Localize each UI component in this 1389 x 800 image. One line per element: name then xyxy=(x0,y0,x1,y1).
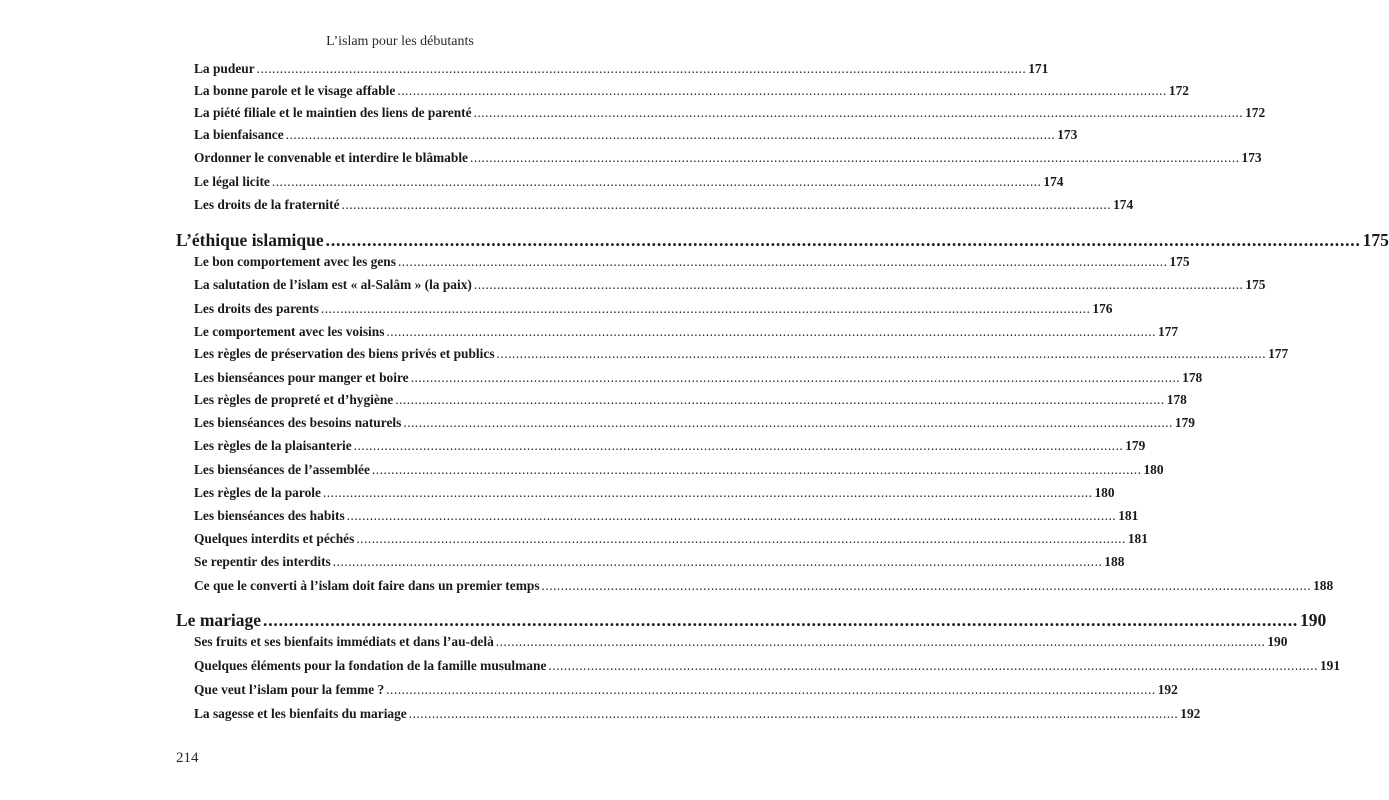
toc-entry xyxy=(194,195,1134,215)
toc-entry xyxy=(194,413,1195,433)
page-number: 214 xyxy=(176,750,199,766)
leader-dots: ........................................................................................................................................................................................................ xyxy=(397,254,1168,269)
toc-entry-page: 179 xyxy=(1125,438,1146,453)
leader-dots: ........................................................................................................................................................................................................ xyxy=(397,83,1167,98)
toc-entry-title: Ses fruits et ses bienfaits immédiats et dans l’au-delà xyxy=(194,634,494,649)
leader-dots: ........................................................................................................................................................................................................ xyxy=(395,392,1165,407)
toc-entry-page: 178 xyxy=(1166,392,1187,407)
toc-entry-page: 175 xyxy=(1245,277,1266,292)
toc-entry-page: 188 xyxy=(1104,554,1125,569)
toc-entry-title: Les règles de préservation des biens privés et publics xyxy=(194,346,495,361)
toc-entry-page: 191 xyxy=(1319,658,1341,673)
toc-entry-title: Les bienséances des besoins naturels xyxy=(194,415,402,430)
toc-entry xyxy=(194,390,1187,410)
leader-dots: ........................................................................................................................................................................................................ xyxy=(353,438,1124,453)
toc-entry xyxy=(194,81,1189,101)
toc-entry-title: Les règles de propreté et d’hygiène xyxy=(194,392,394,407)
toc-entry xyxy=(194,576,1334,596)
toc-entry-title: Les bienséances des habits xyxy=(194,508,345,523)
toc-entry-title: Quelques interdits et péchés xyxy=(194,531,355,546)
leader-dots: ........................................................................................................................................................................................................ xyxy=(541,578,1312,593)
toc-entry xyxy=(194,704,1201,724)
leader-dots: ........................................................................................................................................................................................................ xyxy=(386,682,1156,697)
toc-entry xyxy=(194,483,1115,503)
toc-entry xyxy=(194,460,1164,480)
leader-dots: ........................................................................................................................................................................................................ xyxy=(371,462,1142,477)
toc-entry-title: Les bienséances pour manger et boire xyxy=(194,370,409,385)
leader-dots: ........................................................................................................................................................................................................ xyxy=(271,174,1042,189)
toc-entry-page: 192 xyxy=(1180,706,1201,721)
leader-dots: ........................................................................................................................................................................................................ xyxy=(410,370,1181,385)
toc-entry xyxy=(194,436,1146,456)
toc-entry-title: Le comportement avec les voisins xyxy=(194,324,385,339)
toc-entry-title: Les bienséances de l’assemblée xyxy=(194,462,370,477)
toc-entry xyxy=(194,506,1139,526)
toc-entry-title: Les règles de la plaisanterie xyxy=(194,438,352,453)
toc-entry-title: Se repentir des interdits xyxy=(194,554,331,569)
toc-entry xyxy=(194,103,1266,123)
leader-dots: ........................................................................................................................................................................................................ xyxy=(495,634,1266,649)
toc-entry-title: Les droits de la fraternité xyxy=(194,197,340,212)
toc-entry-title: Le bon comportement avec les gens xyxy=(194,254,396,269)
toc-section-page: 190 xyxy=(1300,610,1327,630)
toc-section-title: Le mariage xyxy=(176,610,262,630)
toc-section-title: L’éthique islamique xyxy=(176,230,324,250)
toc-entry-page: 177 xyxy=(1157,324,1179,339)
toc-entry xyxy=(194,59,1049,79)
toc-entry xyxy=(194,299,1113,319)
toc-entry-title: Quelques éléments pour la fondation de la famille musulmane xyxy=(194,658,547,673)
toc-entry-title: Que veut l’islam pour la femme ? xyxy=(194,682,385,697)
leader-dots: ........................................................................................................................................................................................................ xyxy=(403,415,1173,430)
leader-dots: ........................................................................................................................................................................................................ xyxy=(341,197,1112,212)
toc-entry-page: 190 xyxy=(1267,634,1288,649)
leader-dots: ........................................................................................................................................................................................................ xyxy=(473,277,1244,292)
leader-dots: ........................................................................................................................................................................................................ xyxy=(356,531,1126,546)
toc-entry-title: La salutation de l’islam est « al-Salâm » (la paix) xyxy=(194,277,472,292)
toc-entry xyxy=(194,344,1289,364)
toc-entry-title: La bonne parole et le visage affable xyxy=(194,83,396,98)
toc-entry-page: 188 xyxy=(1313,578,1334,593)
toc-section-heading xyxy=(176,608,1327,632)
leader-dots: ........................................................................................................................................................................................................ xyxy=(548,658,1318,673)
toc-entry-title: La bienfaisance xyxy=(194,127,284,142)
toc-entry-title: La pudeur xyxy=(194,61,255,76)
toc-entry-title: Le légal licite xyxy=(194,174,270,189)
toc-entry xyxy=(194,275,1266,295)
toc-entry xyxy=(194,552,1125,572)
toc-entry-page: 172 xyxy=(1168,83,1189,98)
leader-dots: ........................................................................................................................................................................................................ xyxy=(332,554,1103,569)
toc-entry-page: 178 xyxy=(1182,370,1203,385)
toc-entry-page: 174 xyxy=(1043,174,1064,189)
toc-entry xyxy=(194,322,1179,342)
toc-entry-page: 180 xyxy=(1094,485,1115,500)
toc-entry-title: Ce que le converti à l’islam doit faire dans un premier temps xyxy=(194,578,540,593)
toc-entry-page: 171 xyxy=(1028,61,1049,76)
leader-dots: ........................................................................................................................................................................................................ xyxy=(320,301,1091,316)
toc-entry-title: La sagesse et les bienfaits du mariage xyxy=(194,706,407,721)
leader-dots: ........................................................................................................................................................................................................ xyxy=(473,105,1244,120)
toc-entry-page: 176 xyxy=(1092,301,1113,316)
toc-entry xyxy=(194,125,1078,145)
toc-entry-page: 173 xyxy=(1057,127,1078,142)
leader-dots: ........................................................................................................................................................................................................ xyxy=(325,230,1361,250)
toc-entry-page: 181 xyxy=(1118,508,1139,523)
toc-entry-page: 181 xyxy=(1127,531,1148,546)
toc-entry-page: 192 xyxy=(1157,682,1178,697)
toc-entry xyxy=(194,368,1203,388)
toc-entry-page: 172 xyxy=(1245,105,1266,120)
toc-entry xyxy=(194,680,1178,700)
toc-entry-page: 174 xyxy=(1113,197,1134,212)
toc-entry-page: 180 xyxy=(1143,462,1164,477)
leader-dots: ........................................................................................................................................................................................................ xyxy=(263,610,1299,630)
leader-dots: ........................................................................................................................................................................................................ xyxy=(496,346,1267,361)
running-header: L’islam pour les débutants xyxy=(326,34,474,49)
leader-dots: ........................................................................................................................................................................................................ xyxy=(346,508,1117,523)
leader-dots: ........................................................................................................................................................................................................ xyxy=(285,127,1056,142)
toc-entry-title: Ordonner le convenable et interdire le blâmable xyxy=(194,150,468,165)
toc-entry xyxy=(194,656,1341,676)
toc-entry-page: 175 xyxy=(1169,254,1190,269)
leader-dots: ........................................................................................................................................................................................................ xyxy=(256,61,1027,76)
toc-entry-title: Les règles de la parole xyxy=(194,485,321,500)
toc-section-heading xyxy=(176,228,1389,252)
toc-entry-page: 179 xyxy=(1174,415,1195,430)
toc-entry xyxy=(194,632,1288,652)
leader-dots: ........................................................................................................................................................................................................ xyxy=(408,706,1179,721)
toc-entry xyxy=(194,148,1262,168)
leader-dots: ........................................................................................................................................................................................................ xyxy=(386,324,1156,339)
leader-dots: ........................................................................................................................................................................................................ xyxy=(322,485,1093,500)
toc-entry-page: 173 xyxy=(1241,150,1262,165)
toc-entry xyxy=(194,252,1190,272)
toc-section-page: 175 xyxy=(1362,230,1389,250)
toc-entry-page: 177 xyxy=(1268,346,1289,361)
toc-entry xyxy=(194,529,1148,549)
toc-entry-title: La piété filiale et le maintien des liens de parenté xyxy=(194,105,472,120)
toc-entry-title: Les droits des parents xyxy=(194,301,319,316)
leader-dots: ........................................................................................................................................................................................................ xyxy=(470,150,1240,165)
toc-entry xyxy=(194,172,1064,192)
